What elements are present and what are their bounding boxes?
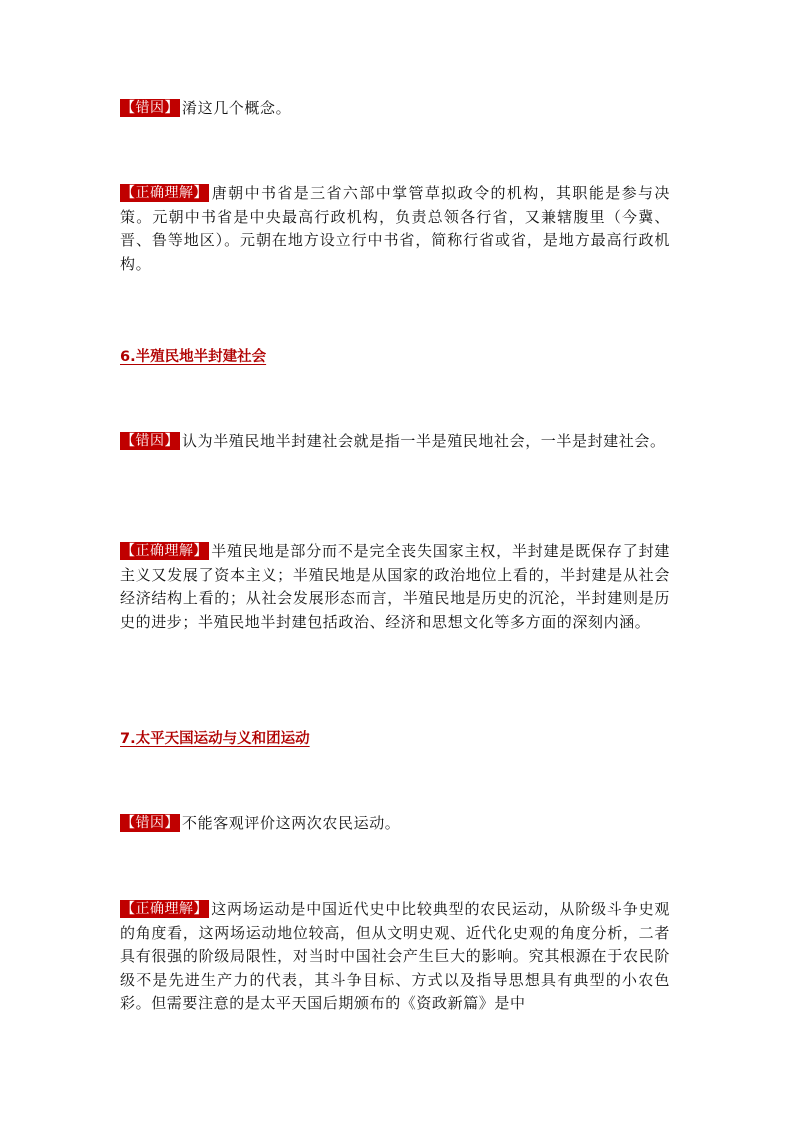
section-heading-6: 6.半殖民地半封建社会 xyxy=(120,349,267,365)
error-cause-paragraph-2 xyxy=(120,430,670,454)
error-cause-text: 不能客观评价这两次农民运动。 xyxy=(182,814,401,832)
correct-understanding-tag: 【正确理解】 xyxy=(121,185,208,201)
correct-understanding-tag: 【正确理解】 xyxy=(121,901,208,917)
correct-understanding-paragraph-3 xyxy=(120,898,670,1016)
correct-understanding-text: 半殖民地是部分而不是完全丧失国家主权，半封建是既保存了封建主义又发展了资本主义；半殖民地是从国家的政治地位上看的，半封建是从社会经济结构上看的；从社会发展形态而言，半殖民地是历史的沉沦，半封建则是历史的进步；半殖民地半封建包括政治、经济和思想文化等多方面的深刻内涵。 xyxy=(120,542,670,631)
correct-understanding-paragraph-2 xyxy=(120,540,670,634)
error-cause-text: 认为半殖民地半封建社会就是指一半是殖民地社会，一半是封建社会。 xyxy=(182,432,666,450)
correct-understanding-paragraph-1 xyxy=(120,182,670,276)
correct-understanding-text: 唐朝中书省是三省六部中掌管草拟政令的机构，其职能是参与决策。元朝中书省是中央最高行政机构，负责总领各行省，又兼辖腹里（今冀、晋、鲁等地区）。元朝在地方设立行中书省，简称行省或省，是地方最高行政机构。 xyxy=(120,184,670,273)
correct-understanding-text: 这两场运动是中国近代史中比较典型的农民运动，从阶级斗争史观的角度看，这两场运动地位较高，但从文明史观、近代化史观的角度分析，二者具有很强的阶级局限性，对当时中国社会产生巨大的影响。究其根源在于农民阶级不是先进生产力的代表，其斗争目标、方式以及指导思想具有典型的小农色彩。但需要注意的是太平天国后期颁布的《资政新篇》是中 xyxy=(120,900,670,1012)
error-cause-tag: 【错因】 xyxy=(121,433,179,449)
error-cause-tag: 【错因】 xyxy=(121,100,179,116)
error-cause-paragraph-3 xyxy=(120,812,670,836)
error-cause-text: 淆这几个概念。 xyxy=(182,99,292,117)
error-cause-tag: 【错因】 xyxy=(121,815,179,831)
error-cause-paragraph-1 xyxy=(120,97,670,121)
section-heading-7: 7.太平天国运动与义和团运动 xyxy=(120,731,310,747)
correct-understanding-tag: 【正确理解】 xyxy=(121,543,208,559)
